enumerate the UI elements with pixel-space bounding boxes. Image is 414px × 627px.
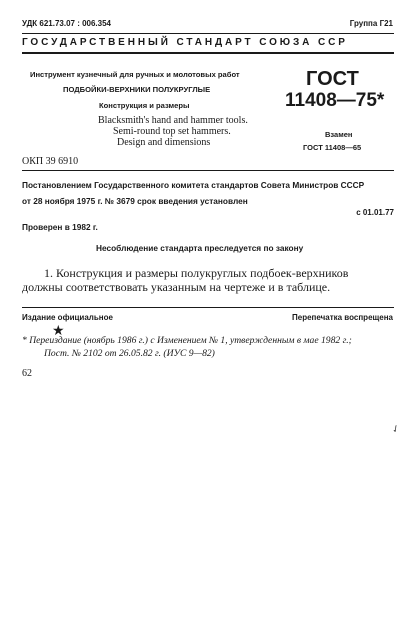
paragraph-1-line2: должны соответствовать указанным на чертеже и в таблице. — [22, 280, 331, 294]
edition-official: Издание официальное — [22, 313, 113, 322]
title-ru-line1: Инструмент кузнечный для ручных и молотовых работ — [30, 70, 240, 79]
star-icon: ★ — [52, 322, 65, 338]
title-ru-line2: ПОДБОЙКИ-ВЕРХНИКИ ПОЛУКРУГЛЫЕ — [63, 85, 211, 94]
okp-code: ОКП 39 6910 — [22, 156, 79, 167]
state-standard-banner: ГОСУДАРСТВЕННЫЙ СТАНДАРТ СОЮЗА ССР — [22, 37, 348, 48]
title-en-line1: Blacksmith's hand and hammer tools. — [98, 115, 248, 126]
reissue-note-line1: * Переиздание (ноябрь 1986 г.) с Изменением № 1, утвержденным в мае 1982 г.; — [22, 335, 352, 346]
gost-label: ГОСТ — [306, 68, 359, 90]
udk-code: УДК 621.73.07 : 006.354 — [22, 19, 111, 28]
paragraph-1-line1: 1. Конструкция и размеры полукруглых подбоек-верхников — [44, 266, 349, 280]
title-ru-line3: Конструкция и размеры — [99, 101, 190, 110]
resolution-line1: Постановлением Государственного комитета стандартов Совета Министров СССР — [22, 180, 365, 190]
checked-year: Проверен в 1982 г. — [22, 222, 98, 232]
reprint-prohibited: Перепечатка воспрещена — [292, 313, 393, 322]
replaced-standard: ГОСТ 11408—65 — [303, 143, 362, 152]
pen-mark-icon: ✓ — [389, 422, 403, 437]
title-en-line2: Semi-round top set hammers. — [113, 126, 231, 137]
top-divider — [22, 33, 394, 34]
effective-date: с 01.01.77 — [356, 208, 394, 217]
reissue-note-line2: Пост. № 2102 от 26.05.82 г. (ИУС 9—82) — [44, 348, 215, 359]
gost-number: 11408—75* — [285, 90, 385, 111]
footer-divider — [22, 307, 394, 308]
title-en-line3: Design and dimensions — [117, 137, 211, 148]
group-code: Группа Г21 — [349, 19, 393, 28]
resolution-line2: от 28 ноября 1975 г. № 3679 срок введения установлен — [22, 196, 248, 206]
penalty-notice: Несоблюдение стандарта преследуется по закону — [96, 243, 304, 253]
okp-divider — [22, 170, 394, 171]
page-number: 62 — [22, 368, 32, 379]
replaced-label: Взамен — [325, 130, 353, 139]
banner-divider — [22, 52, 394, 54]
